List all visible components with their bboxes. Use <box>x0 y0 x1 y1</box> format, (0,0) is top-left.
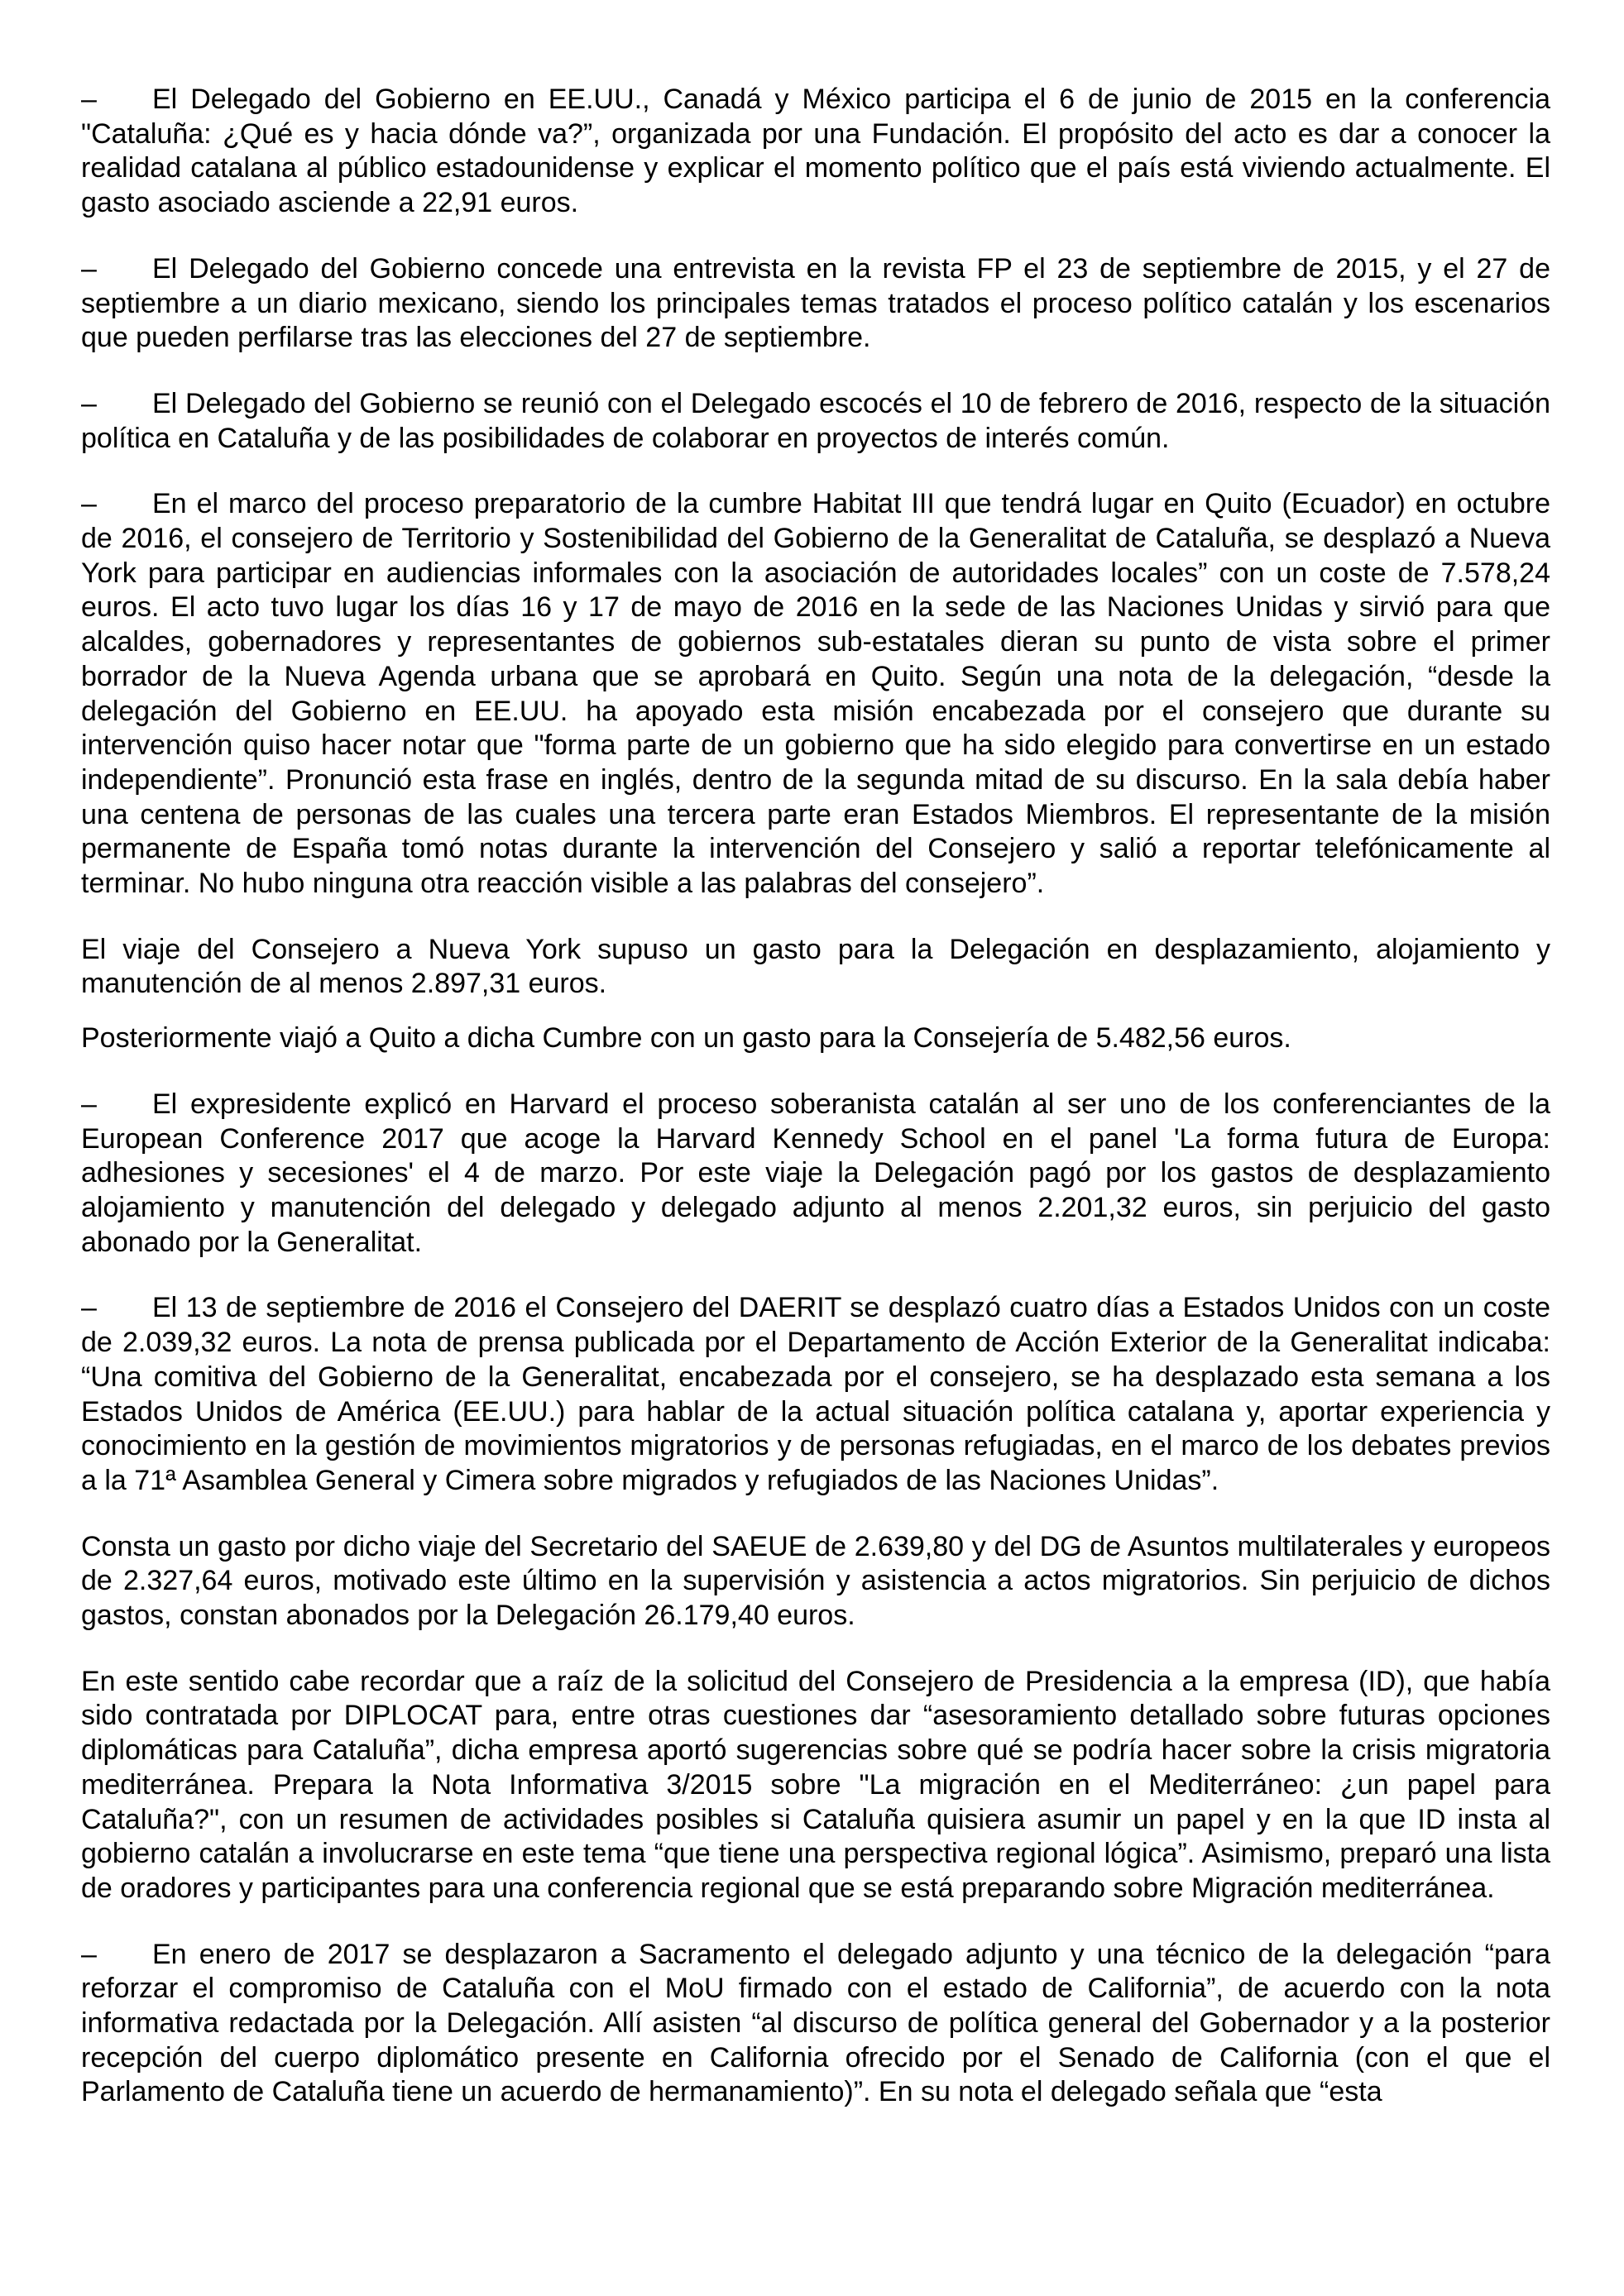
dash-bullet-icon: – <box>81 84 97 115</box>
document-page <box>81 83 1550 2141</box>
paragraph-text: Consta un gasto por dicho viaje del Secretario del SAEUE de 2.639,80 y del DG de Asuntos multilaterales y europeos de 2.327,64 euros, motivado este último en la supervisión y asistencia a actos migratorios. Sin perjuicio de dichos gastos, constan abonados por la Delegación 26.179,40 euros. <box>81 1530 1550 1632</box>
dash-bullet-icon: – <box>81 488 97 520</box>
bullet-paragraph <box>81 1088 1550 1260</box>
bullet-paragraph <box>81 83 1550 221</box>
paragraph <box>81 933 1550 1002</box>
dash-bullet-icon: – <box>81 1938 97 1970</box>
paragraph-text: El Delegado del Gobierno se reunió con el Delegado escocés el 10 de febrero de 2016, respecto de la situación política en Cataluña y de las posibilidades de colaborar en proyectos de interés común. <box>81 387 1550 454</box>
dash-bullet-icon: – <box>81 252 97 285</box>
paragraph <box>81 1021 1550 1056</box>
paragraph-text: El 13 de septiembre de 2016 el Consejero del DAERIT se desplazó cuatro días a Estados Unidos con un coste de 2.039,32 euros. La nota de prensa publicada por el Departamento de Acción Exterior de la Generalitat indicaba: “Una comitiva del Gobierno de la Generalitat, encabezada por el consejero, se ha desplazado esta semana a los Estados Unidos de América (EE.UU.) para hablar de la actual situación política catalana y, aportar experiencia y conocimiento en la gestión de movimientos migratorios y de personas refugiadas, en el marco de los debates previos a la 71ª Asamblea General y Cimera sobre migrados y refugiados de las Naciones Unidas”. <box>81 1292 1550 1496</box>
paragraph <box>81 1530 1550 1634</box>
paragraph-text: El viaje del Consejero a Nueva York supuso un gasto para la Delegación en desplazamiento, alojamiento y manutención de al menos 2.897,31 euros. <box>81 933 1550 1000</box>
dash-bullet-icon: – <box>81 1088 97 1120</box>
bullet-paragraph <box>81 1291 1550 1498</box>
paragraph-text: El expresidente explicó en Harvard el proceso soberanista catalán al ser uno de los conferenciantes de la European Conference 2017 que acoge la Harvard Kennedy School en el panel 'La forma futura de Europa: adhesiones y secesiones' el 4 de marzo. Por este viaje la Delegación pagó por los gastos de desplazamiento alojamiento y manutención del delegado y delegado adjunto al menos 2.201,32 euros, sin perjuicio del gasto abonado por la Generalitat. <box>81 1088 1550 1258</box>
bullet-paragraph <box>81 487 1550 901</box>
paragraph-text: El Delegado del Gobierno en EE.UU., Canadá y México participa el 6 de junio de 2015 en la conferencia "Cataluña: ¿Qué es y hacia dónde va?”, organizada por una Fundación. El propósito del acto es dar a conocer la realidad catalana al público estadounidense y explicar el momento político que el país está viviendo actualmente. El gasto asociado asciende a 22,91 euros. <box>81 84 1550 219</box>
paragraph-text: En este sentido cabe recordar que a raíz de la solicitud del Consejero de Presidencia a la empresa (ID), que había sido contratada por DIPLOCAT para, entre otras cuestiones dar “asesoramiento detallado sobre futuras opciones diplomáticas para Cataluña”, dicha empresa aportó sugerencias sobre qué se podría hacer sobre la crisis migratoria mediterránea. Prepara la Nota Informativa 3/2015 sobre "La migración en el Mediterráneo: ¿un papel para Cataluña?", con un resumen de actividades posibles si Cataluña quisiera asumir un papel y en la que ID insta al gobierno catalán a involucrarse en este tema “que tiene una perspectiva regional lógica”. Asimismo, preparó una lista de oradores y participantes para una conferencia regional que se está preparando sobre Migración mediterránea. <box>81 1665 1550 1904</box>
bullet-paragraph <box>81 1938 1550 2111</box>
paragraph-text: En enero de 2017 se desplazaron a Sacramento el delegado adjunto y una técnico de la delegación “para reforzar el compromiso de Cataluña con el MoU firmado con el estado de California”, de acuerdo con la nota informativa redactada por la Delegación. Allí asisten “al discurso de política general del Gobernador y a la posterior recepción del cuerpo diplomático presente en California ofrecido por el Senado de California (con el que el Parlamento de Cataluña tiene un acuerdo de hermanamiento)”. En su nota el delegado señala que “esta <box>81 1938 1550 2108</box>
paragraph-text: Posteriormente viajó a Quito a dicha Cumbre con un gasto para la Consejería de 5.482,56 euros. <box>81 1022 1291 1055</box>
paragraph <box>81 1665 1550 1906</box>
dash-bullet-icon: – <box>81 1292 97 1324</box>
bullet-paragraph <box>81 252 1550 356</box>
dash-bullet-icon: – <box>81 387 97 419</box>
paragraph-text: En el marco del proceso preparatorio de la cumbre Habitat III que tendrá lugar en Quito (Ecuador) en octubre de 2016, el consejero de Territorio y Sostenibilidad del Gobierno de la Generalitat de Cataluña, se desplazó a Nueva York para participar en audiencias informales con la asociación de autoridades locales” con un coste de 7.578,24 euros. El acto tuvo lugar los días 16 y 17 de mayo de 2016 en la sede de las Naciones Unidas y sirvió para que alcaldes, gobernadores y representantes de gobiernos sub-estatales dieran su punto de vista sobre el primer borrador de la Nueva Agenda urbana que se aprobará en Quito. Según una nota de la delegación, “desde la delegación del Gobierno en EE.UU. ha apoyado esta misión encabezada por el consejero que durante su intervención quiso hacer notar que "forma parte de un gobierno que ha sido elegido para convertirse en un estado independiente”. Pronunció esta frase en inglés, dentro de la segunda mitad de su discurso. En la sala debía haber una centena de personas de las cuales una tercera parte eran Estados Miembros. El representante de la misión permanente de España tomó notas durante la intervención del Consejero y salió a reportar telefónicamente al terminar. No hubo ninguna otra reacción visible a las palabras del consejero”. <box>81 488 1550 900</box>
bullet-paragraph <box>81 387 1550 456</box>
paragraph-text: El Delegado del Gobierno concede una entrevista en la revista FP el 23 de septiembre de 2015, y el 27 de septiembre a un diario mexicano, siendo los principales temas tratados el proceso político catalán y los escenarios que pueden perfilarse tras las elecciones del 27 de septiembre. <box>81 252 1550 354</box>
